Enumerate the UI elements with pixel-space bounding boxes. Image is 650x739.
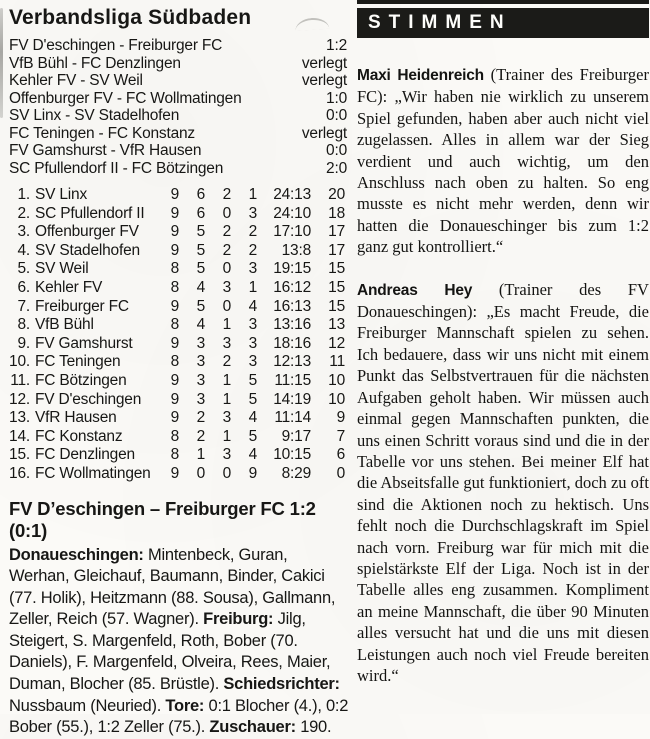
table-cell-team: FV Gamshurst	[35, 334, 133, 352]
table-cell-pos: 16.	[9, 464, 30, 482]
table-cell-pos: 4.	[17, 241, 30, 259]
table-cell-sp: 9	[170, 204, 179, 222]
table-cell-team: SV Stadelhofen	[35, 241, 140, 259]
table-cell-s: 3	[196, 390, 205, 408]
table-cell-tore: 10:15	[273, 446, 311, 464]
table-cell-pkt: 6	[336, 446, 345, 464]
result-score: 1:0	[326, 89, 347, 107]
table-cell-sp: 8	[170, 316, 179, 334]
table-cell-team: FC Wollmatingen	[35, 464, 151, 482]
table-cell-pos: 1.	[17, 186, 30, 203]
stimmen-section	[357, 0, 649, 686]
table-cell-tore: 16:12	[273, 278, 311, 296]
table-cell-sp: 9	[170, 186, 179, 203]
table-row	[9, 465, 347, 484]
table-cell-u: 1	[222, 427, 231, 445]
bold-label: Maxi Heidenreich	[357, 67, 484, 84]
bold-label: Donaueschingen:	[9, 545, 149, 564]
text-run: Mintenbeck, Guran, Werhan, Gleichauf, Baumann, Binder, Cakici (77. Holik), Heitzmann (88. Sousa), Gallmann, Zeller, Reich (57. Wagner).	[9, 545, 336, 629]
bold-label: Andreas Hey	[357, 281, 473, 299]
table-cell-s: 5	[196, 260, 205, 278]
table-cell-u: 0	[222, 260, 231, 278]
table-cell-sp: 9	[170, 371, 179, 389]
table-cell-n: 4	[248, 297, 257, 315]
table-cell-n: 3	[248, 260, 257, 278]
table-cell-sp: 9	[170, 223, 179, 241]
result-row	[9, 90, 347, 108]
table-cell-u: 0	[222, 297, 231, 315]
table-cell-pos: 8.	[17, 316, 30, 334]
result-match: Kehler FV - SV Weil	[9, 72, 143, 89]
result-row	[9, 37, 347, 55]
result-match: Offenburger FV - FC Wollmatingen	[9, 89, 242, 107]
table-cell-tore: 24:13	[273, 186, 311, 203]
table-cell-s: 4	[196, 316, 205, 334]
bold-label: Schiedsrichter:	[223, 675, 340, 694]
bold-label: Tore:	[165, 696, 209, 715]
table-cell-team: FC Bötzingen	[35, 371, 127, 389]
table-cell-u: 2	[222, 186, 231, 203]
table-cell-tore: 14:19	[273, 390, 311, 408]
table-cell-pkt: 10	[328, 390, 345, 408]
table-cell-pkt: 12	[328, 334, 345, 352]
table-cell-s: 2	[196, 427, 205, 445]
table-cell-sp: 8	[170, 260, 179, 278]
table-cell-n: 5	[248, 371, 257, 389]
table-cell-s: 6	[196, 204, 205, 222]
table-cell-pkt: 0	[336, 464, 345, 482]
bold-label: Freiburg:	[203, 610, 278, 629]
table-cell-pos: 10.	[9, 353, 30, 371]
text-run: (Trainer des Freiburger FC): „Wir haben nie wirklich zu unserem Spiel gefunden, haben aber auch nicht viel zugelassen. Alles in allem war der Sieg verdient und auch wichtig, um den Anschluss nach oben zu halten. So eng musste es nicht mehr werden, denn wir hatten die Donaueschinger bis zum 1:2 ganz gut kontrolliert.“	[357, 65, 649, 257]
result-row	[9, 160, 347, 178]
table-cell-sp: 8	[170, 353, 179, 371]
table-cell-tore: 19:15	[273, 260, 311, 278]
table-cell-u: 2	[222, 223, 231, 241]
table-row	[9, 242, 347, 261]
table-cell-n: 2	[248, 223, 257, 241]
table-cell-s: 2	[196, 409, 205, 427]
table-row	[9, 279, 347, 298]
table-cell-pos: 3.	[17, 223, 30, 241]
table-cell-pos: 2.	[17, 204, 30, 222]
stimmen-header-bar	[357, 8, 649, 38]
result-match: SV Linx - SV Stadelhofen	[9, 107, 180, 124]
table-cell-u: 0	[222, 204, 231, 222]
stimmen-header-label: STIMMEN	[368, 12, 512, 33]
league-title: Verbandsliga Südbaden	[9, 6, 252, 29]
table-cell-pos: 5.	[17, 260, 30, 278]
table-cell-n: 2	[248, 241, 257, 259]
table-cell-u: 3	[222, 446, 231, 464]
text-run: Nussbaum (Neuried).	[9, 696, 166, 715]
table-row	[9, 372, 347, 391]
table-cell-team: Offenburger FV	[35, 223, 139, 241]
table-cell-n: 5	[248, 390, 257, 408]
table-cell-u: 3	[222, 409, 231, 427]
table-cell-pos: 13.	[9, 409, 30, 427]
table-cell-n: 4	[248, 409, 257, 427]
table-cell-u: 1	[222, 316, 231, 334]
table-cell-n: 1	[248, 186, 257, 203]
table-cell-pos: 7.	[17, 297, 30, 315]
table-cell-pkt: 17	[328, 223, 345, 241]
table-cell-s: 0	[196, 464, 205, 482]
table-row	[9, 298, 347, 317]
quote-paragraph-heidenreich	[357, 64, 649, 258]
table-cell-pos: 11.	[10, 371, 30, 389]
table-cell-tore: 13:16	[273, 316, 311, 334]
table-cell-pkt: 20	[328, 186, 345, 203]
table-cell-n: 4	[248, 446, 257, 464]
table-row	[9, 391, 347, 410]
table-cell-sp: 9	[170, 241, 179, 259]
table-cell-tore: 16:13	[273, 297, 311, 315]
result-score: 1:2	[326, 37, 347, 54]
table-row	[9, 316, 347, 335]
result-match: VfB Bühl - FC Denzlingen	[9, 54, 181, 72]
table-cell-team: SC Pfullendorf II	[35, 204, 145, 222]
table-cell-s: 3	[196, 371, 205, 389]
table-cell-pkt: 15	[328, 278, 345, 296]
table-cell-tore: 11:14	[274, 409, 311, 427]
table-cell-u: 1	[222, 371, 231, 389]
result-match: FV D'eschingen - Freiburger FC	[9, 37, 223, 54]
table-cell-team: Kehler FV	[35, 278, 103, 296]
table-row	[9, 205, 347, 224]
table-cell-n: 9	[248, 464, 257, 482]
table-cell-sp: 9	[170, 390, 179, 408]
result-match: SC Pfullendorf II - FC Bötzingen	[9, 159, 224, 177]
table-row	[9, 223, 347, 242]
table-cell-team: FV D'eschingen	[35, 390, 142, 408]
table-cell-pkt: 18	[328, 204, 345, 222]
table-cell-pkt: 11	[329, 353, 345, 371]
table-cell-s: 4	[196, 278, 205, 296]
table-cell-s: 5	[196, 223, 205, 241]
table-cell-tore: 8:29	[281, 464, 311, 482]
text-run: Jilg, Steigert, S. Margenfeld, Roth, Bober (70. Daniels), F. Margenfeld, Olveira, Rees, Maier, Duman, Blocher (85. Brüstle).	[9, 610, 331, 694]
result-row	[9, 72, 347, 90]
table-cell-pkt: 9	[336, 409, 345, 427]
result-score: verlegt	[301, 124, 347, 142]
table-row	[9, 260, 347, 279]
text-run: 190.	[300, 718, 332, 737]
table-cell-u: 1	[222, 390, 231, 408]
result-row	[9, 107, 347, 125]
table-cell-s: 5	[196, 297, 205, 315]
table-cell-u: 2	[222, 353, 231, 371]
table-row	[9, 409, 347, 428]
text-run: (Trainer des FV Donaueschingen): „Es macht Freude, die Freiburger Mannschaft spielen zu sehen. Ich bedauere, dass wir uns nicht mit einem Punkt das Selbstvertrauen für die nächsten Aufgaben geholt haben. Wir müssen auch einmal gegen Mannschaften punkten, die uns einen Schritt voraus sind und die in der Tabelle vor uns stehen. Bei meiner Elf hat die Abseitsfalle gut funktioniert, doch zu oft sind die Aktionen noch zu hektisch. Uns fehlt noch die Durchschlagskraft im Spiel nach vorn. Freiburg war für mich mit die spielstärkste Elf der Liga. Noch ist in der Tabelle alles eng zusammen. Kompliment an meine Mannschaft, die über 90 Minuten alles versucht hat und die uns mit diesen Leistungen auch noch viel Freude bereiten wird.“	[357, 279, 649, 685]
text-run: 0:1 Blocher (4.), 0:2 Bober (55.), 1:2 Zeller (75.).	[9, 696, 349, 737]
table-row	[9, 428, 347, 447]
scan-artifact	[0, 8, 3, 118]
result-score: 0:0	[326, 107, 347, 124]
table-cell-tore: 18:16	[273, 334, 311, 352]
result-score: 2:0	[326, 159, 347, 177]
table-cell-tore: 24:10	[273, 204, 311, 222]
table-cell-u: 0	[222, 464, 231, 482]
table-cell-n: 3	[248, 316, 257, 334]
match-report-title: FV D’eschingen – Freiburger FC 1:2 (0:1)	[9, 497, 316, 541]
table-cell-team: SV Weil	[35, 260, 89, 278]
table-cell-team: FC Teningen	[35, 353, 121, 371]
table-row	[9, 446, 347, 465]
table-cell-sp: 9	[170, 409, 179, 427]
table-cell-sp: 8	[170, 427, 179, 445]
table-cell-n: 3	[248, 353, 257, 371]
table-cell-pkt: 17	[328, 241, 345, 259]
top-rule	[357, 0, 649, 4]
quote-paragraph-hey	[357, 279, 649, 687]
table-cell-tore: 12:13	[273, 353, 311, 371]
table-cell-n: 5	[248, 427, 257, 445]
table-cell-n: 3	[248, 204, 257, 222]
table-cell-team: SV Linx	[35, 186, 88, 203]
league-table	[9, 186, 347, 484]
result-row	[9, 125, 347, 143]
table-row	[9, 335, 347, 354]
table-cell-u: 3	[222, 334, 231, 352]
table-cell-s: 3	[196, 353, 205, 371]
league-section	[9, 6, 347, 739]
table-cell-pos: 15.	[9, 446, 30, 464]
table-cell-pkt: 15	[328, 260, 345, 278]
table-cell-sp: 8	[170, 278, 179, 296]
match-report-body	[9, 545, 351, 739]
table-cell-pos: 14.	[9, 427, 30, 445]
table-cell-team: FC Konstanz	[35, 427, 123, 445]
table-cell-team: FC Denzlingen	[35, 446, 135, 464]
table-cell-sp: 9	[170, 334, 179, 352]
result-match: FV Gamshurst - VfR Hausen	[9, 142, 202, 159]
table-cell-s: 5	[196, 241, 205, 259]
table-cell-sp: 8	[170, 446, 179, 464]
result-row	[9, 142, 347, 160]
table-cell-pkt: 15	[328, 297, 345, 315]
table-cell-pkt: 7	[336, 427, 345, 445]
table-cell-tore: 17:10	[273, 223, 311, 241]
result-score: verlegt	[301, 72, 347, 89]
table-cell-s: 1	[196, 446, 205, 464]
table-cell-team: VfB Bühl	[35, 316, 94, 334]
table-cell-pos: 9.	[17, 334, 30, 352]
table-cell-sp: 9	[170, 464, 179, 482]
table-cell-s: 6	[196, 186, 205, 203]
table-cell-n: 1	[248, 278, 257, 296]
result-row	[9, 55, 347, 73]
table-cell-sp: 9	[170, 297, 179, 315]
table-cell-tore: 13:8	[281, 241, 311, 259]
table-cell-n: 3	[248, 334, 257, 352]
table-cell-s: 3	[196, 334, 205, 352]
table-cell-pos: 12.	[9, 390, 30, 408]
result-match: FC Teningen - FC Konstanz	[9, 124, 195, 142]
table-cell-u: 3	[222, 278, 231, 296]
table-cell-pkt: 13	[328, 316, 345, 334]
results-list	[9, 37, 347, 177]
table-cell-tore: 9:17	[281, 427, 311, 445]
result-score: 0:0	[326, 142, 347, 159]
match-report	[9, 498, 351, 739]
table-row	[9, 353, 347, 372]
result-score: verlegt	[301, 54, 347, 72]
table-cell-u: 2	[222, 241, 231, 259]
table-cell-tore: 11:15	[274, 371, 311, 389]
bold-label: Zuschauer:	[209, 718, 301, 737]
table-cell-team: VfR Hausen	[35, 409, 117, 427]
table-cell-team: Freiburger FC	[35, 297, 129, 315]
table-cell-pkt: 10	[328, 371, 345, 389]
table-row	[9, 186, 347, 205]
table-cell-pos: 6.	[17, 278, 30, 296]
